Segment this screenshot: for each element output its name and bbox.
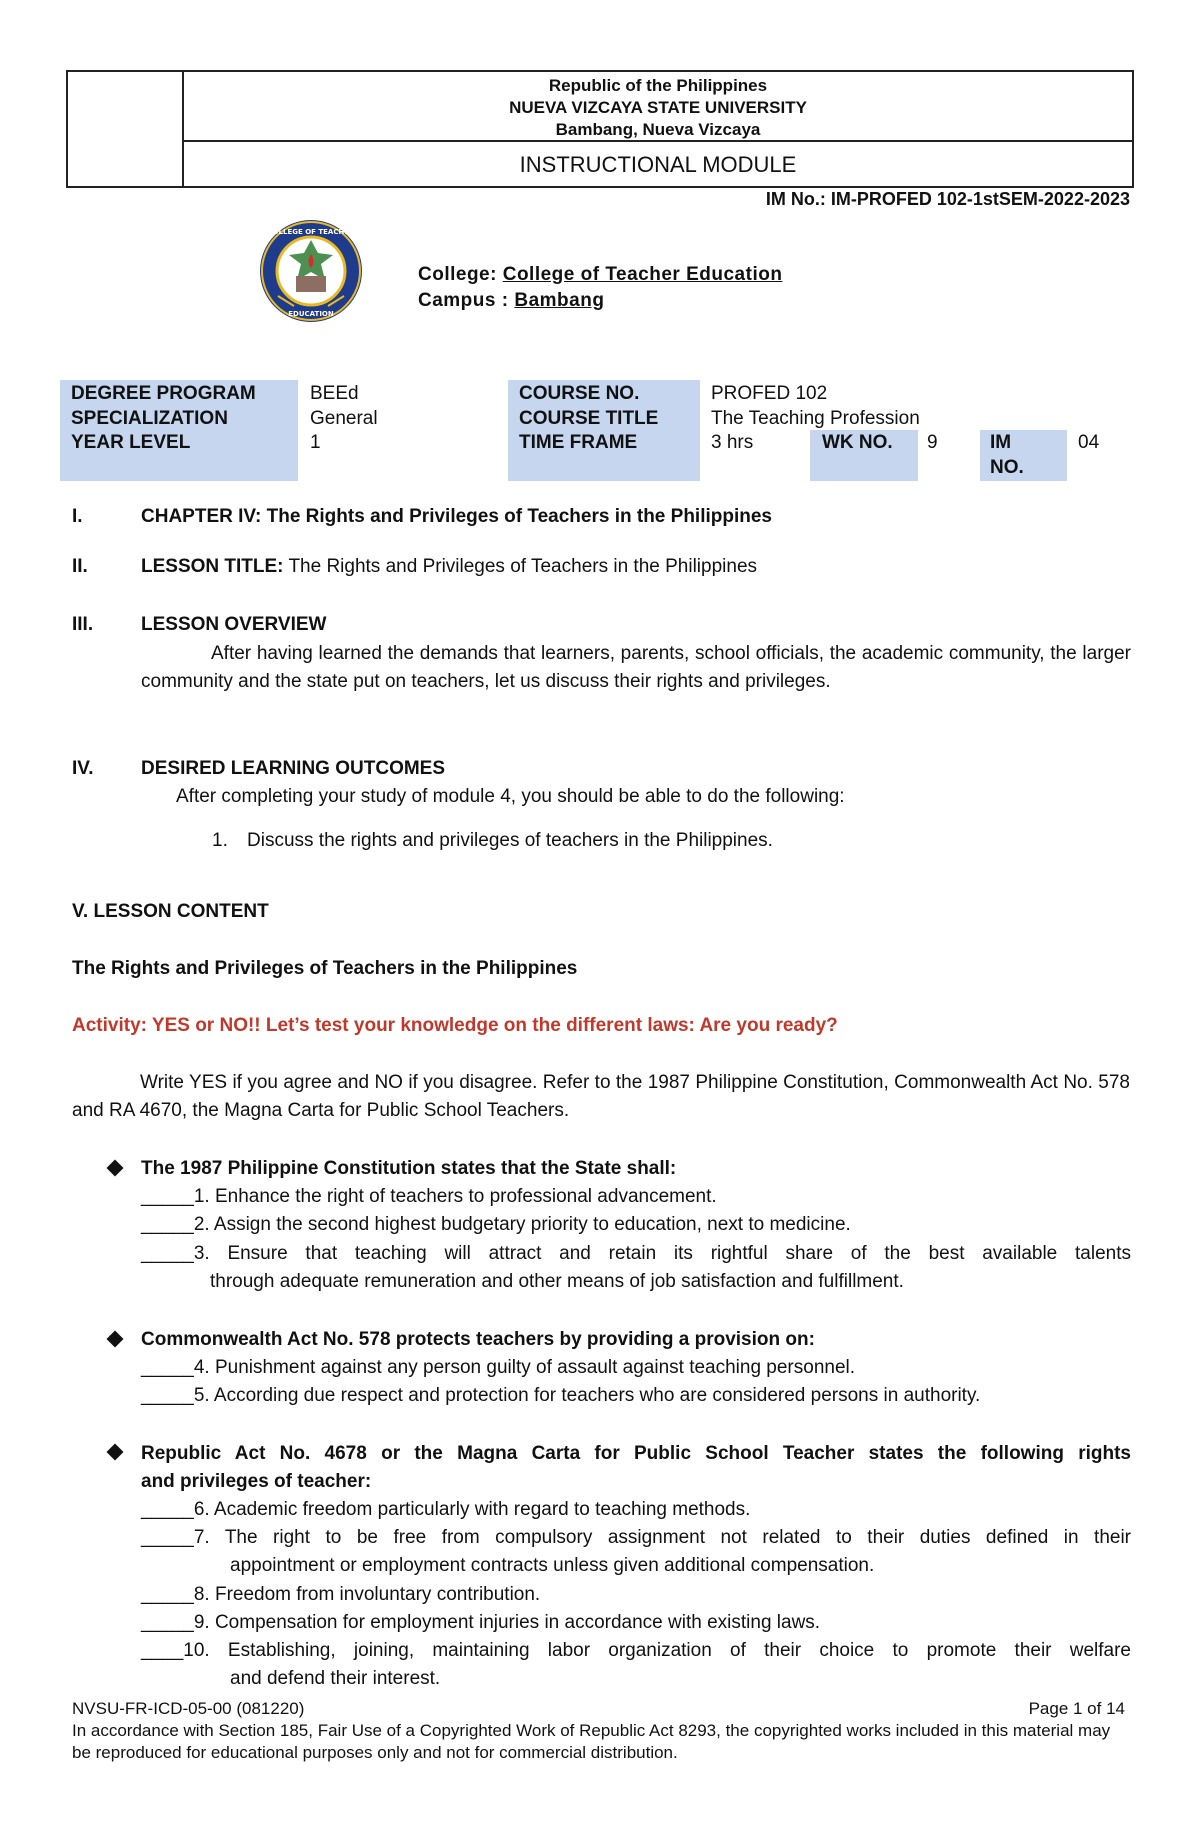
item-2: _____2. Assign the second highest budgetary priority to education, next to medicine. bbox=[141, 1214, 851, 1235]
im-number: IM No.: IM-PROFED 102-1stSEM-2022-2023 bbox=[765, 189, 1130, 209]
course-title-label: COURSE TITLE bbox=[519, 408, 659, 429]
section-5-label: V. LESSON CONTENT bbox=[72, 901, 269, 922]
bullet-2-heading: Commonwealth Act No. 578 protects teachers by providing a provision on: bbox=[141, 1329, 815, 1350]
college-value: College of Teacher Education bbox=[502, 264, 783, 285]
item-3-line-2: through adequate remuneration and other means of job satisfaction and fulfillment. bbox=[210, 1271, 904, 1292]
degree-program-label: DEGREE PROGRAM bbox=[71, 383, 256, 404]
header-republic: Republic of the Philippines bbox=[548, 76, 768, 95]
bullet-3-heading-line-2: and privileges of teacher: bbox=[141, 1471, 372, 1492]
im-no-label-1: IM bbox=[990, 432, 1012, 453]
page-number: Page 1 of 14 bbox=[1028, 1699, 1125, 1718]
svg-text:EDUCATION: EDUCATION bbox=[288, 310, 334, 318]
course-no-value: PROFED 102 bbox=[711, 383, 828, 404]
section-4-number: IV. bbox=[72, 758, 94, 779]
time-frame-value: 3 hrs bbox=[711, 432, 754, 453]
year-level-value: 1 bbox=[310, 432, 321, 453]
header-location: Bambang, Nueva Vizcaya bbox=[555, 120, 761, 139]
section-1-title: CHAPTER IV: The Rights and Privileges of Teachers in the Philippines bbox=[141, 506, 772, 527]
campus-value: Bambang bbox=[514, 290, 605, 311]
item-7-line-2: appointment or employment contracts unless given additional compensation. bbox=[230, 1555, 875, 1576]
item-9: _____9. Compensation for employment injuries in accordance with existing laws. bbox=[141, 1612, 821, 1633]
section-2-number: II. bbox=[72, 556, 88, 577]
item-10-line-2: and defend their interest. bbox=[230, 1668, 441, 1689]
specialization-label: SPECIALIZATION bbox=[71, 408, 228, 429]
im-no-value: 04 bbox=[1078, 432, 1100, 453]
copyright-notice: In accordance with Section 185, Fair Use of a Copyrighted Work of Republic Act 8293, the copyrighted works included in this material may be reproduced for educational purposes only and not for commercial distribution. bbox=[72, 1721, 1111, 1762]
section-1-number: I. bbox=[72, 506, 83, 527]
item-1: _____1. Enhance the right of teachers to professional advancement. bbox=[141, 1186, 717, 1207]
diamond-bullet-icon bbox=[107, 1160, 124, 1177]
wk-no-label: WK NO. bbox=[822, 432, 893, 453]
bullet-3-heading-line-1: Republic Act No. 4678 or the Magna Carta for Public School Teacher states the following rights bbox=[141, 1443, 1131, 1464]
document-header bbox=[66, 70, 1134, 188]
section-4-label: DESIRED LEARNING OUTCOMES bbox=[141, 758, 446, 779]
item-4: _____4. Punishment against any person guilty of assault against teaching personnel. bbox=[141, 1357, 856, 1378]
wk-no-value: 9 bbox=[927, 432, 938, 453]
college-seal-icon bbox=[258, 218, 364, 324]
item-3-line-1: _____3. Ensure that teaching will attract and retain its rightful share of the best available talents bbox=[141, 1243, 1131, 1264]
item-7-line-1: _____7. The right to be free from compulsory assignment not related to their duties defined in their bbox=[141, 1527, 1131, 1548]
outcome-1-number: 1. bbox=[212, 830, 228, 851]
item-5: _____5. According due respect and protection for teachers who are considered persons in authority. bbox=[141, 1385, 981, 1406]
bullet-1-heading: The 1987 Philippine Constitution states that the State shall: bbox=[141, 1158, 677, 1179]
specialization-value: General bbox=[310, 408, 378, 429]
header-university: NUEVA VIZCAYA STATE UNIVERSITY bbox=[509, 98, 807, 117]
section-2-label: LESSON TITLE: bbox=[141, 556, 284, 577]
time-frame-label: TIME FRAME bbox=[519, 432, 638, 453]
form-code: NVSU-FR-ICD-05-00 (081220) bbox=[72, 1699, 305, 1718]
course-no-label: COURSE NO. bbox=[519, 383, 640, 404]
diamond-bullet-icon bbox=[107, 1331, 124, 1348]
lesson-overview-text: After having learned the demands that learners, parents, school officials, the academic community, the larger community and the state put on teachers, let us discuss their rights and privileges. bbox=[141, 643, 1131, 692]
course-title-value: The Teaching Profession bbox=[711, 408, 920, 429]
item-10-line-1: ____10. Establishing, joining, maintaining labor organization of their choice to promote their welfare bbox=[141, 1640, 1131, 1661]
content-subtitle: The Rights and Privileges of Teachers in the Philippines bbox=[72, 958, 578, 979]
outcome-1-text: Discuss the rights and privileges of teachers in the Philippines. bbox=[247, 830, 773, 851]
outcomes-intro: After completing your study of module 4, you should be able to do the following: bbox=[176, 786, 845, 807]
year-level-label: YEAR LEVEL bbox=[71, 432, 191, 453]
section-3-number: III. bbox=[72, 614, 94, 635]
svg-text:COLLEGE OF TEACHER: COLLEGE OF TEACHER bbox=[267, 228, 355, 236]
im-no-label-2: NO. bbox=[990, 457, 1024, 478]
college-info bbox=[418, 262, 782, 314]
degree-program-value: BEEd bbox=[310, 383, 359, 404]
module-title: INSTRUCTIONAL MODULE bbox=[519, 152, 797, 177]
item-6: _____6. Academic freedom particularly with regard to teaching methods. bbox=[141, 1499, 751, 1520]
section-2-text: The Rights and Privileges of Teachers in the Philippines bbox=[288, 556, 758, 577]
activity-instructions: Write YES if you agree and NO if you disagree. Refer to the 1987 Philippine Constitution, Commonwealth Act No. 578 and RA 4670, the Magna Carta for Public School Teachers. bbox=[72, 1072, 1130, 1121]
diamond-bullet-icon bbox=[107, 1444, 124, 1461]
section-3-label: LESSON OVERVIEW bbox=[141, 614, 327, 635]
header-institution bbox=[184, 72, 1132, 142]
header-logo-cell bbox=[68, 72, 184, 186]
activity-heading: Activity: YES or NO!! Let’s test your knowledge on the different laws: Are you ready? bbox=[72, 1015, 838, 1036]
college-label: College: bbox=[418, 264, 497, 285]
campus-label: Campus : bbox=[418, 290, 509, 311]
item-8: _____8. Freedom from involuntary contribution. bbox=[141, 1584, 541, 1605]
